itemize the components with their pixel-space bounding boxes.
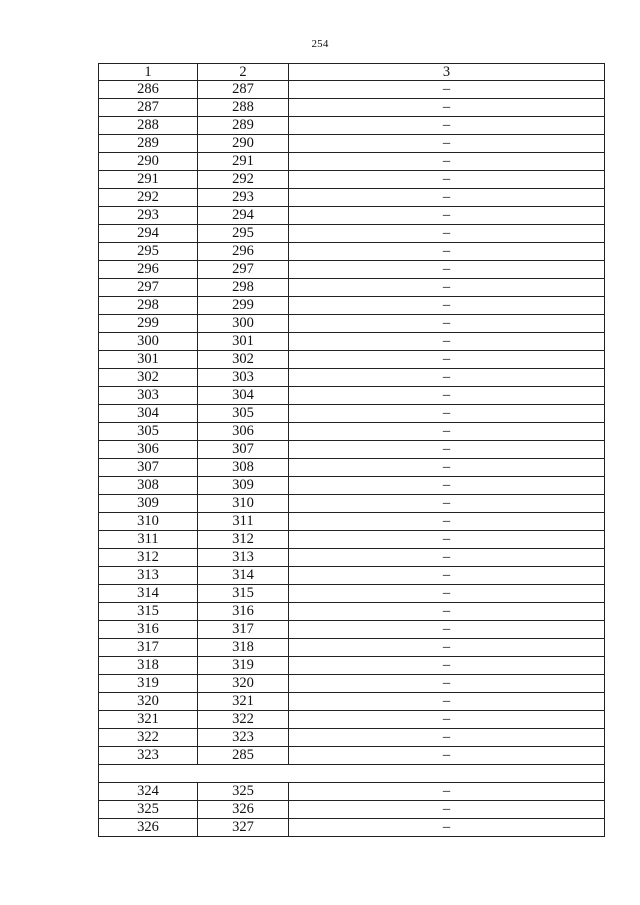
table-cell: 298 (198, 279, 289, 297)
table-cell: 288 (198, 99, 289, 117)
page-number: 254 (311, 38, 329, 50)
table-cell: 309 (99, 495, 198, 513)
table-cell: 291 (198, 153, 289, 171)
table-row (99, 675, 605, 693)
table-cell: 311 (198, 513, 289, 531)
table-cell: 291 (99, 171, 198, 189)
table-cell: 300 (198, 315, 289, 333)
table-body (99, 81, 605, 765)
table-row (99, 387, 605, 405)
table-row (99, 603, 605, 621)
table-cell: – (289, 81, 605, 99)
table-cell: – (289, 711, 605, 729)
table-cell: – (289, 405, 605, 423)
table-row (99, 783, 605, 801)
column-header: 3 (289, 64, 605, 81)
table-row (99, 639, 605, 657)
table-row (99, 405, 605, 423)
table-row (99, 369, 605, 387)
table-row (99, 423, 605, 441)
table-cell: 325 (99, 801, 198, 819)
table-cell: – (289, 729, 605, 747)
table-cell: 294 (99, 225, 198, 243)
table-cell: 307 (198, 441, 289, 459)
table-cell: 305 (198, 405, 289, 423)
table-cell: – (289, 441, 605, 459)
table-cell: 292 (198, 171, 289, 189)
table-row (99, 171, 605, 189)
table-row (99, 621, 605, 639)
table-cell: 302 (99, 369, 198, 387)
table-row (99, 99, 605, 117)
table-cell: 310 (99, 513, 198, 531)
table-cell: 313 (99, 567, 198, 585)
table-cell: 295 (198, 225, 289, 243)
table-cell: 290 (99, 153, 198, 171)
table-cell: 303 (99, 387, 198, 405)
table-cell: 321 (99, 711, 198, 729)
table-cell: – (289, 675, 605, 693)
table-cell: 313 (198, 549, 289, 567)
column-header: 1 (99, 64, 198, 81)
table-row (99, 819, 605, 837)
table-cell: 306 (198, 423, 289, 441)
table-cell: 312 (99, 549, 198, 567)
table-cell: 307 (99, 459, 198, 477)
table-cell: – (289, 207, 605, 225)
table-row (99, 279, 605, 297)
table-cell: 318 (198, 639, 289, 657)
table-cell: 316 (99, 621, 198, 639)
table-row (99, 135, 605, 153)
table-cell: 320 (99, 693, 198, 711)
table-cell: – (289, 279, 605, 297)
table-row (99, 207, 605, 225)
table-cell: – (289, 657, 605, 675)
table-cell: – (289, 783, 605, 801)
table-cell: 287 (99, 99, 198, 117)
table-cell: 327 (198, 819, 289, 837)
table-row (99, 117, 605, 135)
table-cell: 325 (198, 783, 289, 801)
table-cell: – (289, 477, 605, 495)
table-cell: – (289, 621, 605, 639)
table-cell: 317 (99, 639, 198, 657)
table-cell: 300 (99, 333, 198, 351)
table-cell: 286 (99, 81, 198, 99)
data-table (98, 63, 605, 837)
table-cell: – (289, 351, 605, 369)
table-cell: – (289, 135, 605, 153)
table-body-continued (99, 783, 605, 837)
table-cell: 318 (99, 657, 198, 675)
table-cell: – (289, 189, 605, 207)
table-cell: 301 (99, 351, 198, 369)
table-cell: – (289, 333, 605, 351)
table-cell: 297 (198, 261, 289, 279)
table-row (99, 693, 605, 711)
header-row (99, 64, 605, 81)
table-cell: – (289, 387, 605, 405)
table-cell: 316 (198, 603, 289, 621)
table-cell: – (289, 243, 605, 261)
table-row (99, 153, 605, 171)
empty-row (99, 765, 605, 783)
table-cell: 326 (99, 819, 198, 837)
table-row (99, 81, 605, 99)
table-header (99, 64, 605, 81)
table-cell: 309 (198, 477, 289, 495)
table-cell: 326 (198, 801, 289, 819)
table-row (99, 513, 605, 531)
table-cell: 312 (198, 531, 289, 549)
table-row (99, 297, 605, 315)
table-row (99, 333, 605, 351)
table-cell: 314 (198, 567, 289, 585)
table-cell: – (289, 423, 605, 441)
table-cell: – (289, 225, 605, 243)
table-row (99, 243, 605, 261)
table-row (99, 549, 605, 567)
table-cell: 301 (198, 333, 289, 351)
table-cell: – (289, 171, 605, 189)
table-cell: 287 (198, 81, 289, 99)
table-cell: – (289, 261, 605, 279)
table-cell: – (289, 117, 605, 135)
table-gap (99, 765, 605, 783)
table-cell: – (289, 297, 605, 315)
table-cell: 323 (99, 747, 198, 765)
table-cell: – (289, 153, 605, 171)
table-row (99, 711, 605, 729)
table-cell: 289 (198, 117, 289, 135)
table-cell: 317 (198, 621, 289, 639)
table-cell: 310 (198, 495, 289, 513)
table-cell: 294 (198, 207, 289, 225)
table-cell: – (289, 495, 605, 513)
table-cell: 322 (99, 729, 198, 747)
table-cell: 306 (99, 441, 198, 459)
table-row (99, 747, 605, 765)
table-cell: 308 (198, 459, 289, 477)
table-cell: – (289, 459, 605, 477)
table-cell: 302 (198, 351, 289, 369)
column-header: 2 (198, 64, 289, 81)
table-row (99, 315, 605, 333)
table-cell: – (289, 585, 605, 603)
table-cell: – (289, 567, 605, 585)
table-cell: 320 (198, 675, 289, 693)
table-row (99, 441, 605, 459)
table-cell: – (289, 693, 605, 711)
table-cell: – (289, 549, 605, 567)
table-cell: – (289, 819, 605, 837)
table-cell: – (289, 603, 605, 621)
table-cell: – (289, 369, 605, 387)
table-row (99, 351, 605, 369)
table-row (99, 261, 605, 279)
table-cell: 292 (99, 189, 198, 207)
table-cell: – (289, 639, 605, 657)
table-row (99, 585, 605, 603)
table-row (99, 801, 605, 819)
table-row (99, 225, 605, 243)
table-cell: 304 (198, 387, 289, 405)
table-cell: 290 (198, 135, 289, 153)
table-cell: – (289, 747, 605, 765)
table-cell: 303 (198, 369, 289, 387)
table-row (99, 459, 605, 477)
table-cell: 297 (99, 279, 198, 297)
table-cell: – (289, 99, 605, 117)
table-cell: 322 (198, 711, 289, 729)
table-cell: 298 (99, 297, 198, 315)
table-cell: 285 (198, 747, 289, 765)
table-cell: 308 (99, 477, 198, 495)
table-cell: 321 (198, 693, 289, 711)
table-cell: 293 (198, 189, 289, 207)
table-cell: – (289, 801, 605, 819)
table-cell: 299 (99, 315, 198, 333)
table-cell: 315 (198, 585, 289, 603)
table-cell: 319 (99, 675, 198, 693)
table-cell: 315 (99, 603, 198, 621)
table-row (99, 531, 605, 549)
table-cell: 296 (99, 261, 198, 279)
table-cell: – (289, 531, 605, 549)
table-cell: 324 (99, 783, 198, 801)
table-row (99, 657, 605, 675)
empty-cell (99, 765, 605, 783)
table-cell: 293 (99, 207, 198, 225)
table-cell: 295 (99, 243, 198, 261)
table-row (99, 189, 605, 207)
table-cell: 311 (99, 531, 198, 549)
table-cell: – (289, 315, 605, 333)
table-row (99, 567, 605, 585)
table-row (99, 729, 605, 747)
table-cell: 305 (99, 423, 198, 441)
table-cell: 323 (198, 729, 289, 747)
table-cell: 288 (99, 117, 198, 135)
table-cell: 289 (99, 135, 198, 153)
table-cell: – (289, 513, 605, 531)
table-cell: 296 (198, 243, 289, 261)
table-cell: 314 (99, 585, 198, 603)
table-cell: 304 (99, 405, 198, 423)
table-cell: 299 (198, 297, 289, 315)
table-row (99, 477, 605, 495)
table-row (99, 495, 605, 513)
table-cell: 319 (198, 657, 289, 675)
